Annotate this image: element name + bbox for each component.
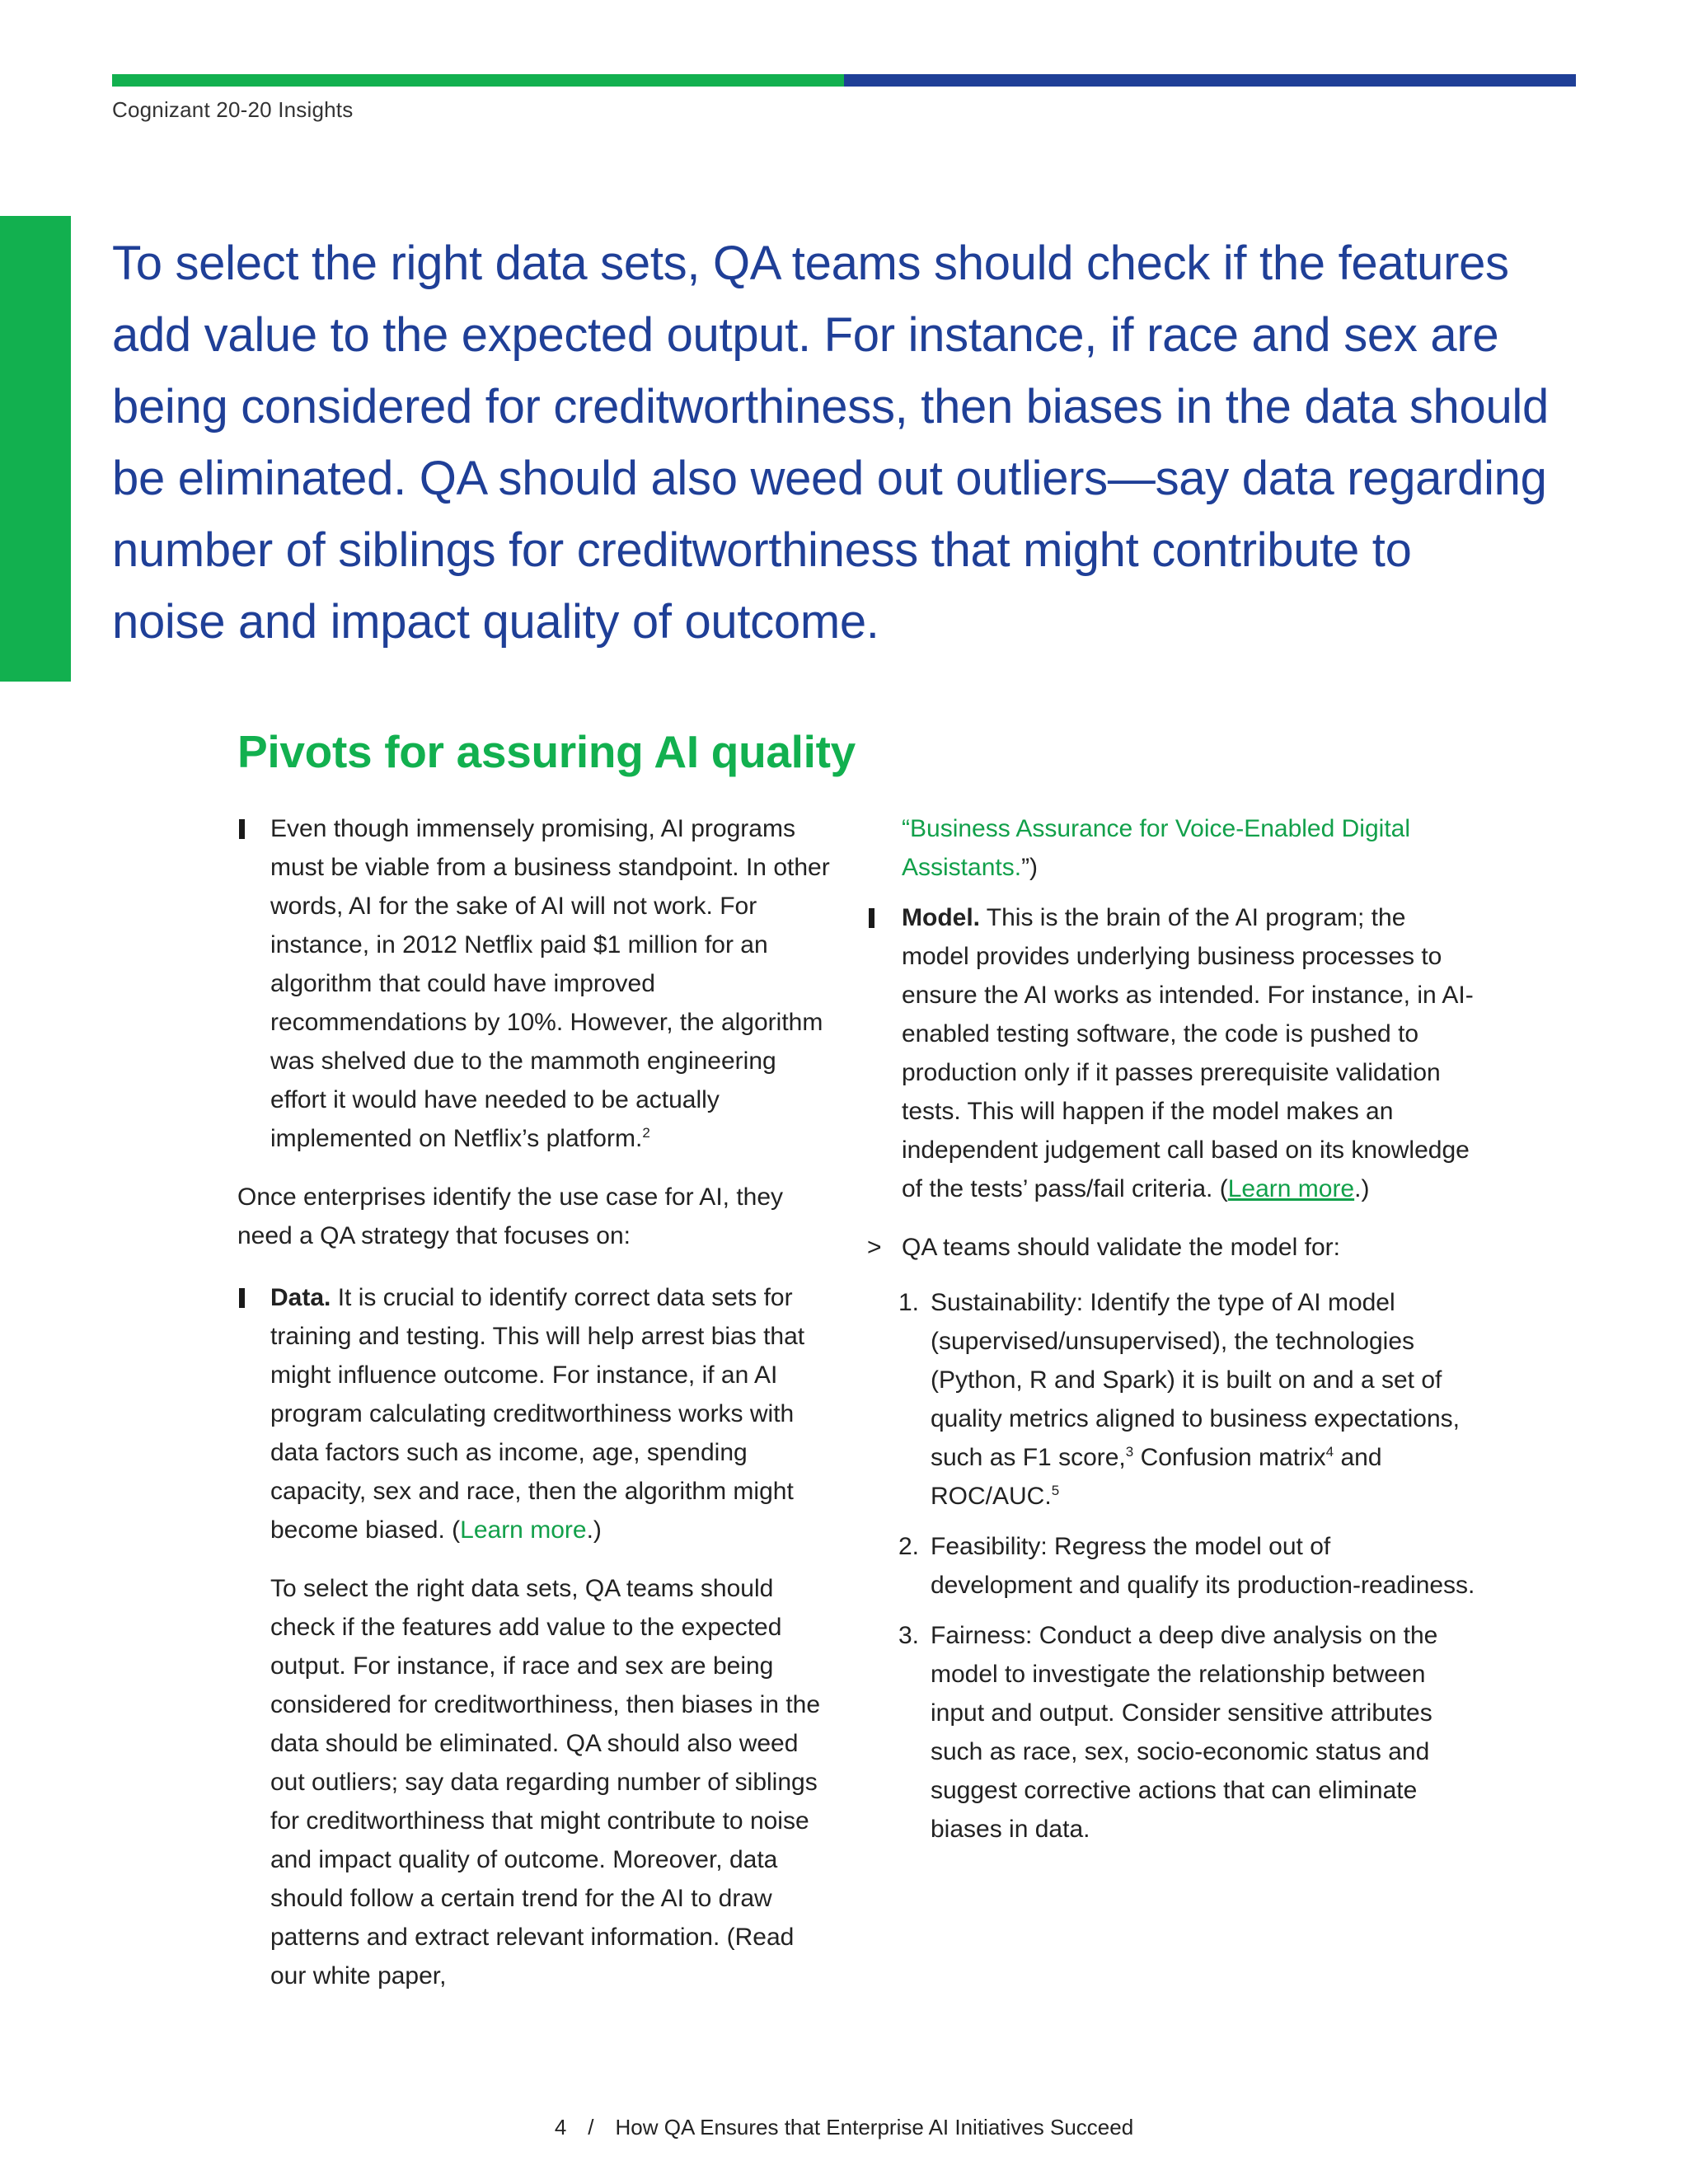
section-heading: Pivots for assuring AI quality: [237, 726, 856, 777]
list-number: 1.: [898, 1289, 920, 1316]
bullet-title: Model.: [902, 904, 980, 931]
left-column: [237, 809, 831, 2015]
list-text: Fairness: Conduct a deep dive analysis on the model to investigate the relationship between input and output. Consider sensitive attributes such as race, sex, socio-economic status and suggest corrective actions that can eliminate biases in data.: [931, 1622, 1438, 1843]
list-item-sustainability: [867, 1283, 1477, 1516]
right-column: [867, 809, 1477, 1860]
learn-more-link[interactable]: Learn more: [460, 1516, 587, 1544]
pull-quote-line: To select the right data sets, QA teams should check if the features: [112, 237, 1509, 290]
top-bar-green: [112, 74, 844, 87]
validate-text: QA teams should validate the model for:: [902, 1234, 1340, 1261]
bullet-business-viability: [237, 809, 831, 1158]
open-quote: “: [902, 815, 910, 842]
list-item-feasibility: [867, 1527, 1477, 1605]
footer-separator: /: [588, 2115, 594, 2139]
bullet-title: Data.: [270, 1284, 331, 1311]
arrow-marker-icon: >: [867, 1234, 882, 1261]
pull-quote-line: being considered for creditworthiness, then biases in the data should: [112, 380, 1549, 434]
footnote-ref[interactable]: 5: [1051, 1483, 1060, 1498]
pull-quote-line: number of siblings for creditworthiness that might contribute to: [112, 523, 1412, 577]
bullet-model: [867, 898, 1477, 1208]
list-item-fairness: [867, 1616, 1477, 1849]
pull-quote-line: noise and impact quality of outcome.: [112, 595, 879, 649]
page-footer: [0, 2115, 1688, 2140]
list-number: 3.: [898, 1622, 920, 1649]
top-bar-blue: [844, 74, 1576, 87]
footnote-ref[interactable]: 4: [1325, 1444, 1334, 1460]
validate-intro: [867, 1228, 1477, 1267]
side-accent-bar: [0, 216, 71, 682]
list-number: 2.: [898, 1533, 920, 1560]
bullet-text-end: .): [1354, 1175, 1370, 1202]
close-quote: ”): [1021, 854, 1039, 881]
footer-title: How QA Ensures that Enterprise AI Initiatives Succeed: [615, 2115, 1134, 2139]
list-text: Sustainability: Identify the type of AI model (supervised/unsupervised), the technologies (Python, R and Spark) it is built on and a set of quality metrics aligned to business expectations, such as F1 score,: [931, 1289, 1461, 1471]
white-paper-link[interactable]: Business Assurance for Voice-Enabled Digital Assistants.: [902, 815, 1411, 881]
pull-quote-line: add value to the expected output. For instance, if race and sex are: [112, 308, 1499, 362]
bullet-data: [237, 1278, 831, 1549]
bullet-text: It is crucial to identify correct data sets for training and testing. This will help arrest bias that might influence outcome. For instance, if an AI program calculating creditworthiness works with data factors such as income, age, spending capacity, sex and race, then the algorithm might become biased. (: [270, 1284, 805, 1544]
pull-quote-line: be eliminated. QA should also weed out outliers—say data regarding: [112, 452, 1547, 505]
header-label: Cognizant 20-20 Insights: [112, 97, 354, 122]
bullet-text-end: .): [586, 1516, 602, 1544]
list-text: Feasibility: Regress the model out of development and qualify its production-readiness.: [931, 1533, 1475, 1599]
bullet-text: This is the brain of the AI program; the model provides underlying business processes to ensure the AI works as intended. For instance, in AI-enabled testing software, the code is pushed to production only if it passes prerequisite validation tests. This will happen if the model makes an independent judgement call based on its knowledge of the tests’ pass/fail criteria. (: [902, 904, 1474, 1202]
bullet-marker: [239, 1288, 245, 1308]
pull-quote: [112, 227, 1579, 658]
bullet-marker: [239, 819, 245, 839]
data-paragraph: To select the right data sets, QA teams should check if the features add value to the expected output. For instance, if race and sex are being considered for creditworthiness, then biases in the data should be eliminated. QA should also weed out outliers; say data regarding number of siblings for creditworthiness that might contribute to noise and impact quality of outcome. Moreover, data should follow a certain trend for the AI to draw patterns and extract relevant information. (Read our white paper,: [270, 1575, 821, 1990]
white-paper-reference: [867, 809, 1477, 887]
bullet-marker: [869, 908, 874, 928]
list-text: Confusion matrix: [1133, 1444, 1326, 1471]
intro-paragraph: Once enterprises identify the use case for AI, they need a QA strategy that focuses on:: [237, 1183, 784, 1249]
footnote-ref[interactable]: 3: [1125, 1444, 1134, 1460]
list-text: and ROC/AUC.: [931, 1444, 1382, 1510]
learn-more-link[interactable]: Learn more: [1227, 1175, 1355, 1202]
page-number: 4: [554, 2115, 567, 2139]
bullet-text: Even though immensely promising, AI programs must be viable from a business standpoint. In other words, AI for the sake of AI will not work. For instance, in 2012 Netflix paid $1 million for an algorithm that could have improved recommendations by 10%. However, the algorithm was shelved due to the mammoth engineering effort it would have needed to be actually implemented on Netflix’s platform.: [270, 815, 830, 1152]
footnote-ref[interactable]: 2: [642, 1125, 650, 1141]
